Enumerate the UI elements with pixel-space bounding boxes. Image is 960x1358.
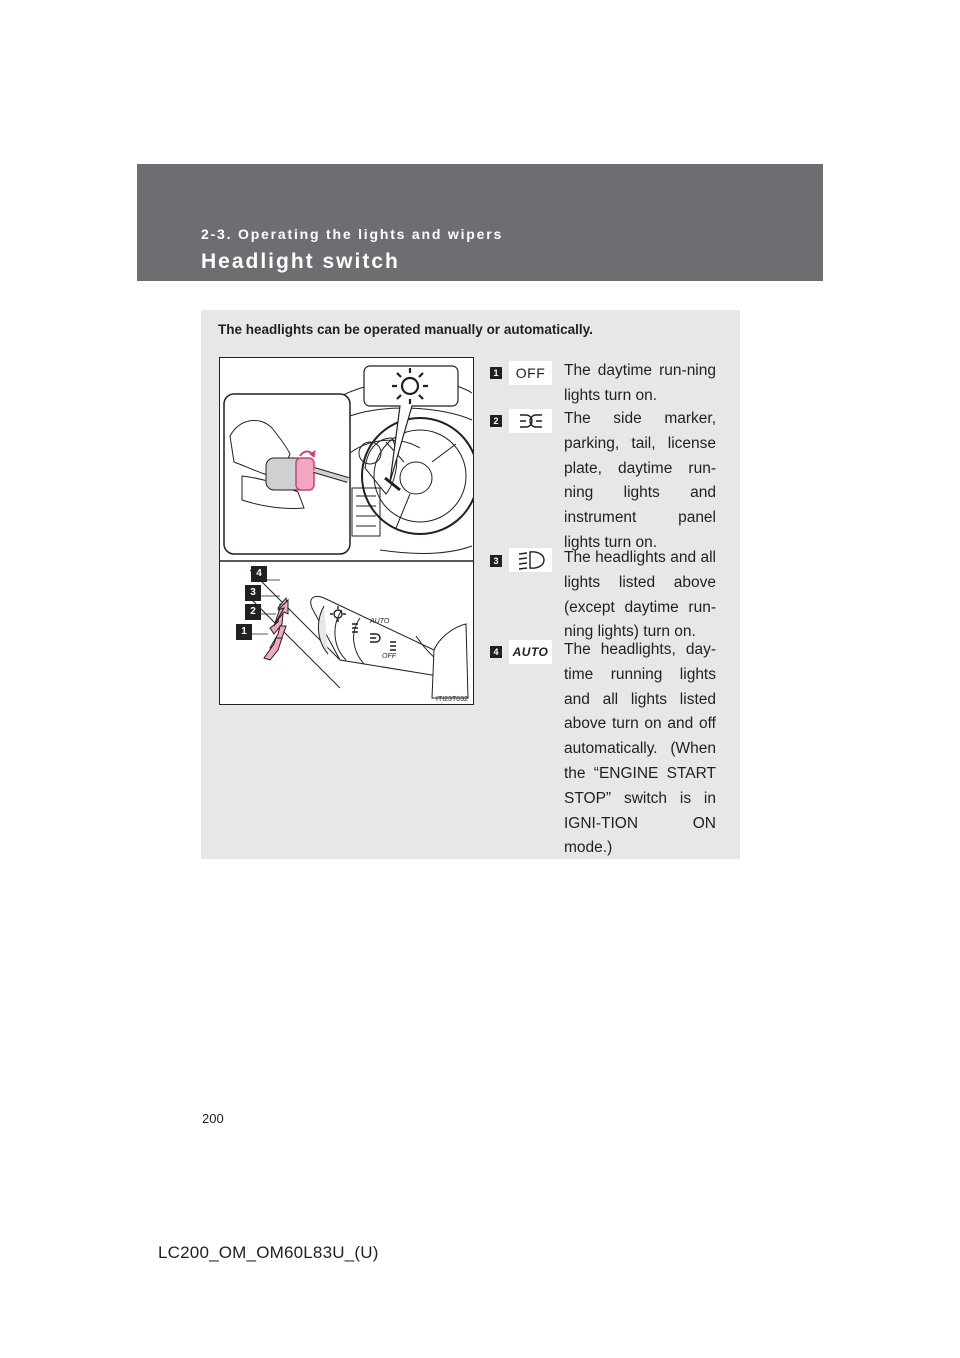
section-label: 2-3. Operating the lights and wipers xyxy=(201,226,504,242)
headlight-switch-figure xyxy=(219,357,474,705)
item-number-2: 2 xyxy=(490,415,502,427)
document-footer-code: LC200_OM_OM60L83U_(U) xyxy=(158,1243,379,1262)
section-header xyxy=(137,164,823,281)
item-description-2: The side marker, parking, tail, license plate, daytime run-ning lights and instrument panel lights turn on. xyxy=(564,410,716,551)
off-symbol xyxy=(509,361,552,385)
figure-illustration xyxy=(220,358,473,704)
auto-symbol xyxy=(509,640,552,664)
intro-text: The headlights can be operated manually or automatically. xyxy=(218,322,593,337)
lever-off-label: OFF xyxy=(382,653,396,660)
figure-marker-2: 2 xyxy=(245,604,261,620)
page-title: Headlight switch xyxy=(201,250,400,273)
item-number-3: 3 xyxy=(490,555,502,567)
auto-symbol-text: AUTO xyxy=(512,645,549,659)
lever-auto-label: AUTO xyxy=(370,618,390,625)
figure-marker-1: 1 xyxy=(236,624,252,640)
headlight-icon xyxy=(509,548,552,572)
figure-marker-3: 3 xyxy=(245,585,261,601)
side-marker-lamp-icon xyxy=(509,409,552,433)
item-description-4: The headlights, day-time running lights and all lights listed above turn on and off automatically. (When the “ENGINE START STOP” switch is in IGNI-TION ON mode.) xyxy=(564,641,716,857)
item-description-1: The daytime run-ning lights turn on. xyxy=(564,362,716,404)
item-description-3: The headlights and all lights listed above (except daytime run-ning lights) turn on. xyxy=(564,549,716,641)
figure-code: ITI23T032 xyxy=(436,696,468,703)
page-number: 200 xyxy=(202,1111,224,1126)
figure-marker-4: 4 xyxy=(251,566,267,582)
off-symbol-text: OFF xyxy=(515,365,546,381)
item-number-4: 4 xyxy=(490,646,502,658)
item-number-1: 1 xyxy=(490,367,502,379)
